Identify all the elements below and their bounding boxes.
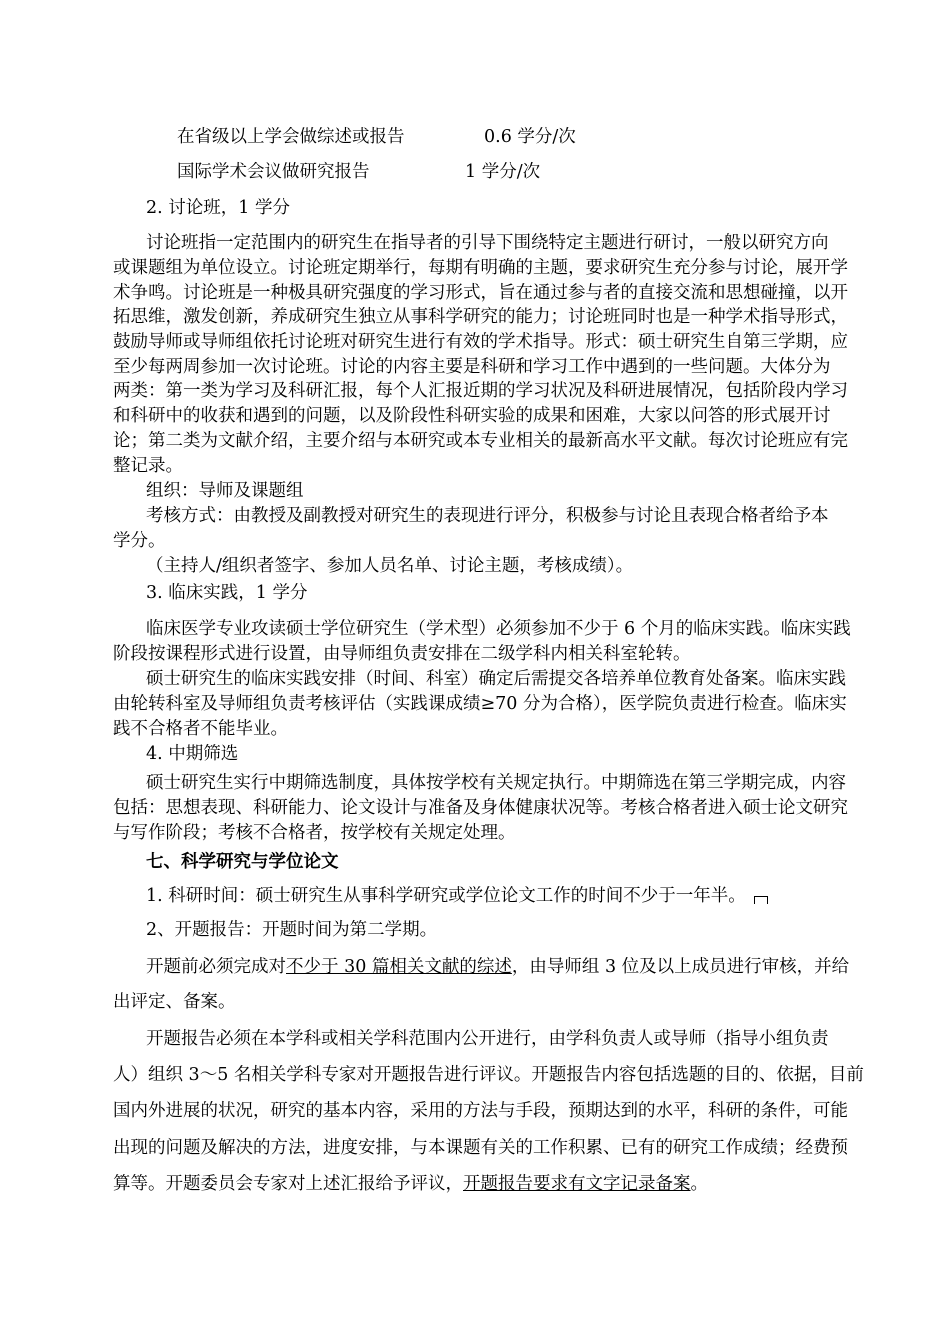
section-2-para-line: 讨论班指一定范围内的研究生在指导者的引导下围绕特定主题进行研讨，一般以研究方向 bbox=[146, 233, 829, 253]
section-3-para-line: 阶段按课程形式进行设置，由导师组负责安排在二级学科内相关科室轮转。 bbox=[113, 644, 691, 664]
section-4-para-line: 硕士研究生实行中期筛选制度，具体按学校有关规定执行。中期筛选在第三学期完成，内容 bbox=[146, 773, 846, 793]
section-2-para-line: 两类：第一类为学习及科研汇报，每个人汇报近期的学习状况及科研进展情况，包括阶段内学习 bbox=[113, 381, 848, 401]
credit-row-2-label: 国际学术会议做研究报告 bbox=[177, 162, 370, 182]
section-2-para-line: 整记录。 bbox=[113, 456, 183, 476]
section-3-para-line: 硕士研究生的临床实践安排（时间、科室）确定后需提交各培养单位教育处备案。临床实践 bbox=[146, 669, 846, 689]
section-7-para-1-cont: 出评定、备案。 bbox=[113, 992, 236, 1012]
section-7-para-line: 开题报告必须在本学科或相关学科范围内公开进行，由学科负责人或导师（指导小组负责 bbox=[146, 1029, 829, 1049]
section-2-assessment: 考核方式：由教授及副教授对研究生的表现进行评分，积极参与讨论且表现合格者给予本 bbox=[146, 506, 829, 526]
section-2-para-line: 至少每两周参加一次讨论班。讨论的内容主要是科研和学习工作中遇到的一些问题。大体分为 bbox=[113, 357, 831, 377]
section-2-para-line: 论；第二类为文献介绍，主要介绍与本研究或本专业相关的最新高水平文献。每次讨论班应有完 bbox=[113, 431, 848, 451]
section-4-para-line: 包括：思想表现、科研能力、论文设计与准备及身体健康状况等。考核合格者进入硕士论文研究 bbox=[113, 798, 848, 818]
section-3-para-line: 临床医学专业攻读硕士学位研究生（学术型）必须参加不少于 6 个月的临床实践。临床实践 bbox=[146, 619, 851, 639]
section-2-para-line: 或课题组为单位设立。讨论班定期举行，每期有明确的主题，要求研究生充分参与讨论，展开学 bbox=[113, 258, 848, 278]
text-run: 算等。开题委员会专家对上述汇报给予评议， bbox=[113, 1174, 463, 1194]
section-2-para-line: 和科研中的收获和遇到的问题，以及阶段性科研实验的成果和困难，大家以问答的形式展开讨 bbox=[113, 406, 831, 426]
section-3-para-line: 由轮转科室及导师组负责考核评估（实践课成绩≥70 分为合格），医学院负责进行检查。临床实 bbox=[113, 694, 847, 714]
section-3-para-line: 践不合格者不能毕业。 bbox=[113, 719, 288, 739]
section-7-para-line-last bbox=[113, 1172, 708, 1196]
credit-row-1-label: 在省级以上学会做综述或报告 bbox=[177, 127, 405, 147]
credit-row-1-value: 0.6 学分/次 bbox=[484, 127, 576, 147]
section-7-para-1 bbox=[146, 955, 849, 979]
section-4-heading: 4. 中期筛选 bbox=[146, 744, 239, 764]
underlined-text: 开题报告要求有文字记录备案 bbox=[463, 1174, 691, 1194]
text-run: ，由导师组 3 位及以上成员进行审核，并给 bbox=[511, 957, 850, 977]
section-2-note: （主持人/组织者签字、参加人员名单、讨论主题，考核成绩）。 bbox=[146, 556, 634, 576]
section-7-item-1 bbox=[146, 884, 768, 908]
section-4-para-line: 与写作阶段；考核不合格者，按学校有关规定处理。 bbox=[113, 823, 516, 843]
section-2-para-line: 术争鸣。讨论班是一种极具研究强度的学习形式，旨在通过参与者的直接交流和思想碰撞，以开 bbox=[113, 283, 848, 303]
section-2-organization: 组织：导师及课题组 bbox=[146, 481, 304, 501]
section-7-para-line: 国内外进展的状况，研究的基本内容，采用的方法与手段，预期达到的水平，科研的条件，可能 bbox=[113, 1101, 848, 1121]
section-7-item-1-text: 1. 科研时间：硕士研究生从事科学研究或学位论文工作的时间不少于一年半。 bbox=[146, 886, 746, 906]
section-2-para-line: 鼓励导师或导师组依托讨论班对研究生进行有效的学术指导。形式：硕士研究生自第三学期，应 bbox=[113, 332, 848, 352]
section-2-para-line: 拓思维，激发创新，养成研究生独立从事科学研究的能力；讨论班同时也是一种学术指导形式， bbox=[113, 307, 848, 327]
credit-row-2-value: 1 学分/次 bbox=[465, 162, 541, 182]
section-7-heading: 七、科学研究与学位论文 bbox=[146, 852, 339, 872]
section-7-para-line: 人）组织 3～5 名相关学科专家对开题报告进行评议。开题报告内容包括选题的目的、依据，目前 bbox=[113, 1065, 864, 1085]
underlined-text: 不少于 30 篇相关文献的综述 bbox=[286, 957, 512, 977]
text-run: 开题前必须完成对 bbox=[146, 957, 286, 977]
section-2-heading: 2. 讨论班，1 学分 bbox=[146, 198, 290, 218]
section-2-assessment-cont: 学分。 bbox=[113, 531, 166, 551]
text-run: 。 bbox=[690, 1174, 708, 1194]
section-7-para-line: 出现的问题及解决的方法，进度安排，与本课题有关的工作积累、已有的研究工作成绩；经费预 bbox=[113, 1138, 848, 1158]
section-3-heading: 3. 临床实践，1 学分 bbox=[146, 583, 308, 603]
comment-mark-icon bbox=[754, 896, 768, 904]
section-7-item-2: 2、开题报告：开题时间为第二学期。 bbox=[146, 920, 438, 940]
